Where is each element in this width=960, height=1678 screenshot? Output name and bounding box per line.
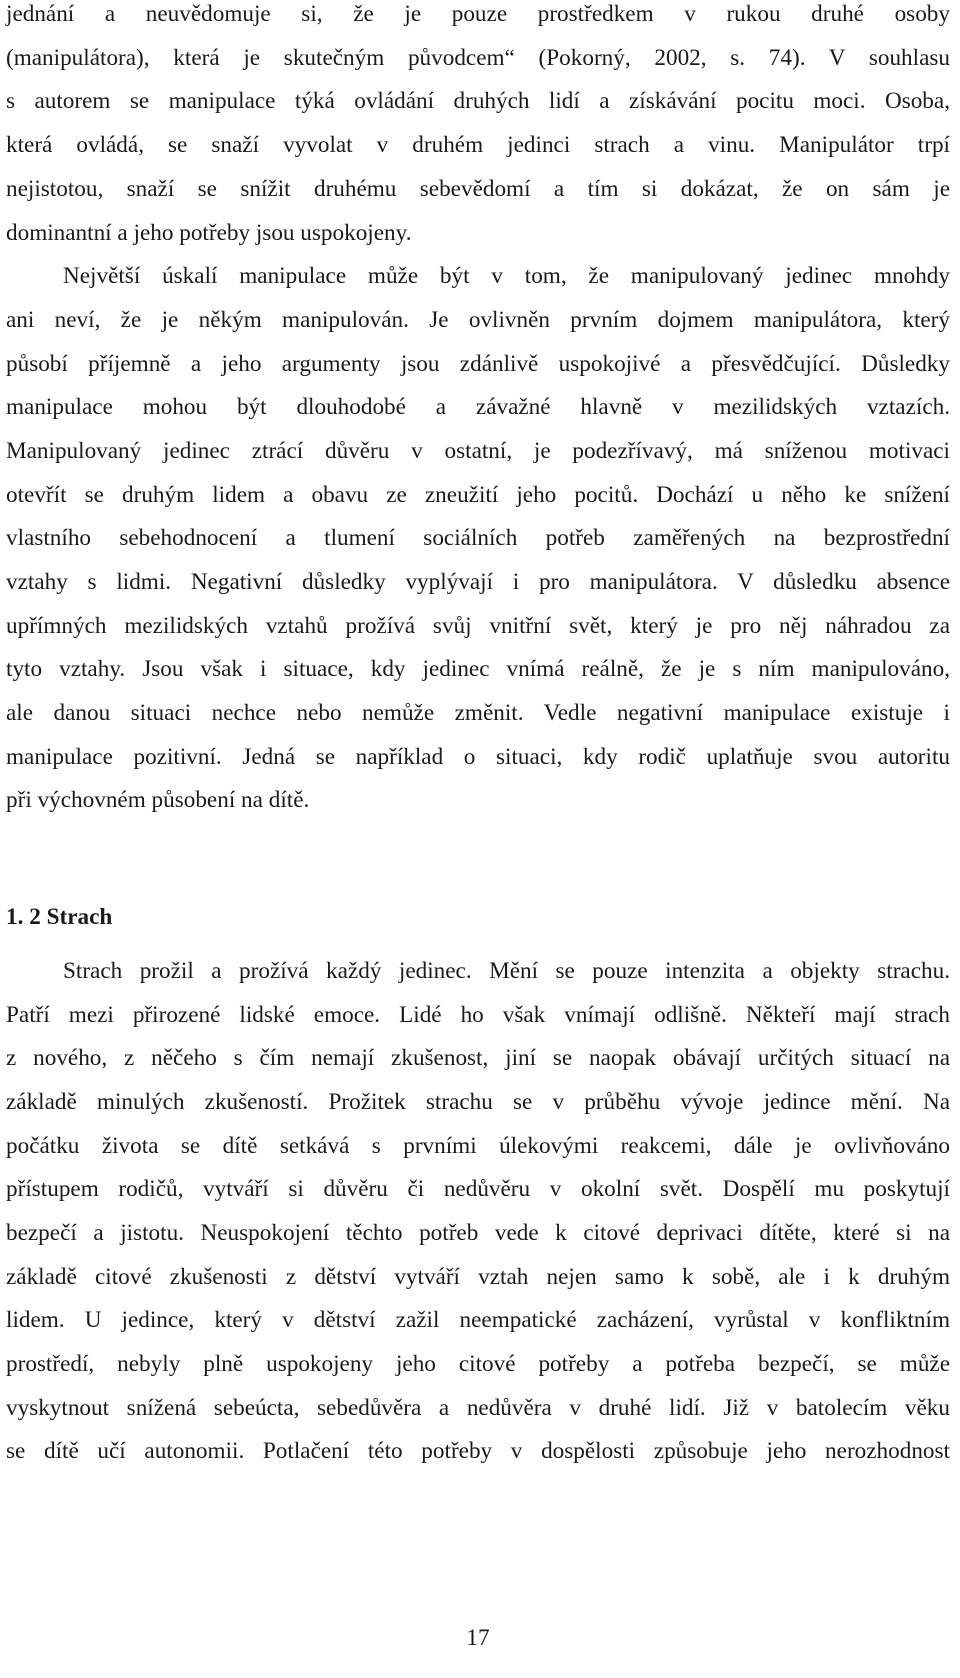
text-line: z nového, z něčeho s čím nemají zkušenost, jiní se naopak obávají určitých situací na bbox=[6, 1045, 950, 1071]
text-line: vlastního sebehodnocení a tlumení sociálních potřeb zaměřených na bezprostřední bbox=[6, 525, 950, 551]
text-line: Manipulovaný jedinec ztrácí důvěru v ostatní, je podezřívavý, má sníženou motivaci bbox=[6, 438, 950, 464]
section-heading: 1. 2 Strach bbox=[6, 904, 113, 930]
text-line: při výchovném působení na dítě. bbox=[6, 787, 310, 813]
text-line: Strach prožil a prožívá každý jedinec. Mění se pouze intenzita a objekty strachu. bbox=[63, 958, 950, 984]
text-line: přístupem rodičů, vytváří si důvěru či nedůvěru v okolní svět. Dospělí mu poskytují bbox=[6, 1176, 950, 1202]
text-line: upřímných mezilidských vztahů prožívá svůj vnitřní svět, který je pro něj náhradou za bbox=[6, 613, 950, 639]
text-line: základě citové zkušenosti z dětství vytváří vztah nejen samo k sobě, ale i k druhým bbox=[6, 1264, 950, 1290]
text-line: která ovládá, se snaží vyvolat v druhém jedinci strach a vinu. Manipulátor trpí bbox=[6, 132, 950, 158]
text-line: počátku života se dítě setkává s prvními úlekovými reakcemi, dále je ovlivňováno bbox=[6, 1133, 950, 1159]
text-line: manipulace mohou být dlouhodobé a závažné hlavně v mezilidských vztazích. bbox=[6, 394, 950, 420]
text-line: dominantní a jeho potřeby jsou uspokojeny. bbox=[6, 220, 412, 246]
text-line: (manipulátora), která je skutečným původcem“ (Pokorný, 2002, s. 74). V souhlasu bbox=[6, 45, 950, 71]
text-line: vztahy s lidmi. Negativní důsledky vyplývají i pro manipulátora. V důsledku absence bbox=[6, 569, 950, 595]
text-line: nejistotou, snaží se snížit druhému sebevědomí a tím si dokázat, že on sám je bbox=[6, 176, 950, 202]
text-line: Patří mezi přirozené lidské emoce. Lidé ho však vnímají odlišně. Někteří mají strach bbox=[6, 1002, 950, 1028]
text-line: otevřít se druhým lidem a obavu ze zneužití jeho pocitů. Dochází u něho ke snížení bbox=[6, 482, 950, 508]
text-line: ani neví, že je někým manipulován. Je ovlivněn prvním dojmem manipulátora, který bbox=[6, 307, 950, 333]
text-line: s autorem se manipulace týká ovládání druhých lidí a získávání pocitu moci. Osoba, bbox=[6, 88, 950, 114]
text-line: ale danou situaci nechce nebo nemůže změnit. Vedle negativní manipulace existuje i bbox=[6, 700, 950, 726]
text-line: prostředí, nebyly plně uspokojeny jeho citové potřeby a potřeba bezpečí, se může bbox=[6, 1351, 950, 1377]
text-line: lidem. U jedince, který v dětství zažil neempatické zacházení, vyrůstal v konfliktním bbox=[6, 1307, 950, 1333]
text-line: Největší úskalí manipulace může být v tom, že manipulovaný jedinec mnohdy bbox=[63, 263, 950, 289]
text-line: vyskytnout snížená sebeúcta, sebedůvěra a nedůvěra v druhé lidí. Již v batolecím věku bbox=[6, 1395, 950, 1421]
text-line: bezpečí a jistotu. Neuspokojení těchto potřeb vede k citové deprivaci dítěte, které si na bbox=[6, 1220, 950, 1246]
page-number: 17 bbox=[466, 1625, 490, 1651]
text-line: tyto vztahy. Jsou však i situace, kdy jedinec vnímá reálně, že je s ním manipulováno, bbox=[6, 656, 950, 682]
text-line: základě minulých zkušeností. Prožitek strachu se v průběhu vývoje jedince mění. Na bbox=[6, 1089, 950, 1115]
text-line: se dítě učí autonomii. Potlačení této potřeby v dospělosti způsobuje jeho nerozhodnost bbox=[6, 1438, 950, 1464]
text-line: jednání a neuvědomuje si, že je pouze prostředkem v rukou druhé osoby bbox=[6, 1, 950, 27]
text-line: manipulace pozitivní. Jedná se například o situaci, kdy rodič uplatňuje svou autoritu bbox=[6, 744, 950, 770]
text-line: působí příjemně a jeho argumenty jsou zdánlivě uspokojivé a přesvědčující. Důsledky bbox=[6, 351, 950, 377]
